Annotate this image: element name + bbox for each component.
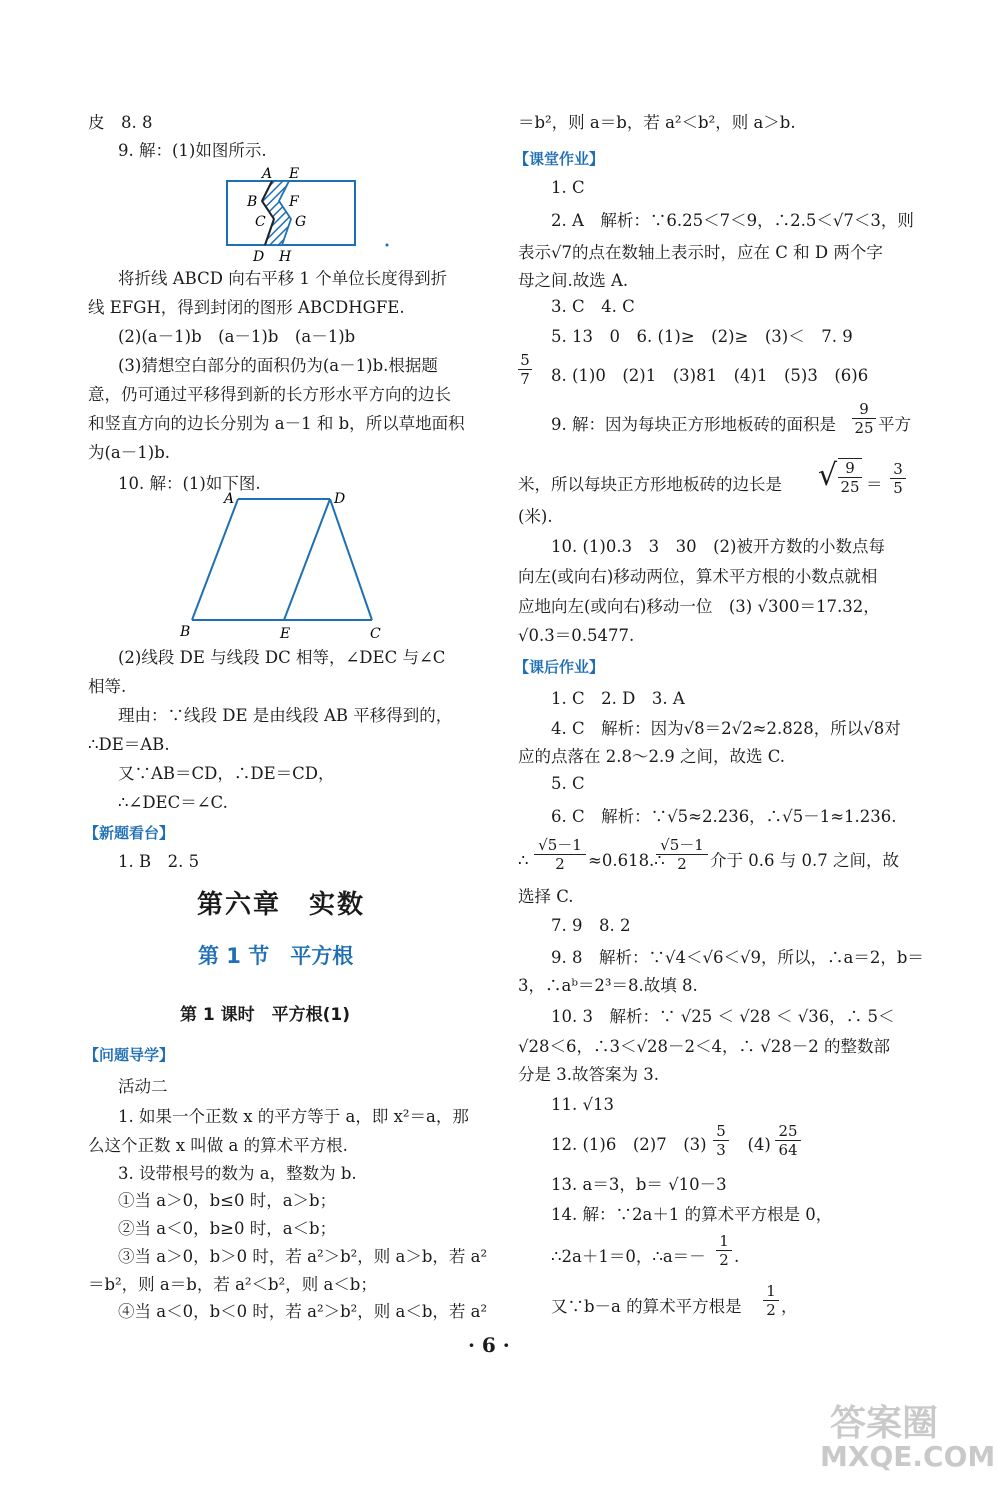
text-line: 10. 解：(1)如下图. [118,474,261,493]
denominator: 2 [534,854,586,873]
label-C: C [370,626,381,642]
numerator: 5 [716,1122,726,1140]
text-line: 1. 如果一个正数 x 的平方等于 a，即 x²＝a，那 [118,1107,469,1126]
numerator: 9 [859,400,869,418]
text-line: ∴DE＝AB. [88,735,170,754]
watermark-url: MXQE.COM [820,1440,996,1473]
text-line: 将折线 ABCD 向右平移 1 个单位长度得到折 [118,269,448,288]
label-B: B [247,194,258,210]
rectangle-outline [227,181,355,245]
text-line: . [734,1247,740,1266]
text-line: 9. 解：(1)如图所示. [118,141,267,160]
fraction [656,836,708,873]
watermark-logo: 答案圈 [830,1403,939,1444]
text-line: ∴∠DEC＝∠C. [118,793,228,812]
sqrt-sign: √ [818,458,838,493]
text-line: 11. √13 [551,1095,614,1114]
label-B: B [180,624,191,640]
denominator: 25 [852,418,876,437]
label-E: E [289,166,300,182]
denominator: 2 [716,1250,732,1269]
text-line: 1. B 2. 5 [118,852,200,871]
text-line: 2. A 解析：∵6.25＜7＜9，∴2.5＜√7＜3，则 [551,211,914,230]
text-line: ④当 a＜0，b＜0 时，若 a²＞b²，则 a＜b，若 a² [118,1302,488,1321]
denominator: 2 [763,1300,779,1319]
fraction [775,1122,801,1159]
text-line: 10. (1)0.3 3 30 (2)被开方数的小数点每 [551,537,885,556]
fraction [852,400,876,437]
text-line: 理由：∵线段 DE 是由线段 AB 平移得到的， [118,706,453,725]
text-line: 平方 [878,415,911,434]
fraction [890,460,906,497]
text-line: 活动二 [118,1077,168,1096]
label-D: D [334,491,346,507]
fraction [534,836,586,873]
label-A: A [262,166,273,182]
text-line: (2)线段 DE 与线段 DC 相等，∠DEC 与∠C [118,648,446,667]
denominator: 25 [838,477,862,496]
text-line: 选择 C. [518,887,574,906]
text-line: 母之间.故选 A. [518,271,629,290]
fraction [518,351,532,388]
denominator: 64 [775,1140,801,1159]
text-line: 应地向左(或向右)移动一位 (3) √300＝17.32， [518,597,880,616]
segment-AB [192,499,238,620]
text-line: (3)猜想空白部分的面积仍为(a－1)b.根据题 [118,356,438,375]
text-line: 5. C [551,774,585,793]
text-line: 又∵b－a 的算术平方根是 [551,1297,742,1316]
fraction [838,458,862,496]
text-line: 又∵AB＝CD，∴DE＝CD， [118,764,335,783]
numerator: 25 [778,1122,798,1140]
text-line: ②当 a＜0，b≥0 时，a＜b； [118,1219,337,1238]
text-line: 3，∴aᵇ＝2³＝8.故填 8. [518,976,698,995]
denominator: 5 [890,478,906,497]
label-F: F [289,194,299,210]
text-line: 13. a＝3，b＝ √10－3 [551,1175,727,1194]
label-E: E [280,626,291,642]
text-line: ＝ [866,475,883,494]
text-line: 表示√7的点在数轴上表示时，应在 C 和 D 两个字 [518,243,883,262]
text-line: 1. C [551,178,585,197]
text-line: 米，所以每块正方形地板砖的边长是 [518,475,782,494]
numerator: 1 [719,1232,729,1250]
text-line: 向左(或向右)移动两位，算术平方根的小数点就相 [518,567,878,586]
section-tag: 【问题导学】 [84,1046,175,1064]
text-line: ＝b²，则 a＝b，若 a²＜b²，则 a＞b. [518,113,796,132]
page-number: · 6 · [468,1333,510,1357]
denominator: 7 [518,369,532,388]
numerator: 1 [766,1282,776,1300]
text-line: 3. C 4. C [551,297,635,316]
text-line: 9. 解：因为每块正方形地板砖的面积是 [551,415,836,434]
label-H: H [279,249,292,263]
text-line: 5. 13 0 6. (1)≥ (2)≥ (3)＜ 7. 9 [551,327,853,346]
section-tag: 【课后作业】 [514,658,605,676]
text-line: 9. 8 解析：∵√4＜√6＜√9，所以，∴a＝2，b＝ [551,948,924,967]
numerator: √5－1 [660,836,704,854]
fraction [763,1282,779,1319]
numerator: 5 [520,351,530,369]
text-line: 为(a－1)b. [88,443,171,462]
text-line: 1. C 2. D 3. A [551,689,685,708]
numerator: 3 [893,460,903,478]
text-line: 10. 3 解析：∵ √25 ＜ √28 ＜ √36，∴ 5＜ [551,1007,895,1026]
denominator: 3 [713,1140,729,1159]
text-line: ∴ [518,851,529,870]
text-line: 介于 0.6 与 0.7 之间，故 [710,851,899,870]
text-line: ①当 a＞0，b≤0 时，a＞b； [118,1191,337,1210]
denominator: 2 [656,854,708,873]
chapter-title: 第六章 实数 [197,890,366,920]
text-line: 和竖直方向的边长分别为 a－1 和 b，所以草地面积 [88,414,465,433]
text-line: 4. C 解析：因为√8＝2√2≈2.828，所以√8对 [551,719,901,738]
text-line: (2)(a－1)b (a－1)b (a－1)b [118,327,356,346]
text-line: ∴2a＋1＝0，∴a＝－ [551,1247,706,1266]
text-line: (米). [518,507,553,526]
label-D: D [253,249,265,263]
text-line: √28＜6，∴3＜√28－2＜4，∴ √28－2 的整数部 [518,1037,891,1056]
segment-DE [284,499,330,620]
fraction [713,1122,729,1159]
text-line: 应的点落在 2.8～2.9 之间，故选 C. [518,747,785,766]
text-line: 相等. [88,677,127,696]
label-G: G [295,214,307,230]
text-line: 么这个正数 x 叫做 a 的算术平方根. [88,1136,348,1155]
dot-mark [386,244,389,247]
lesson-title: 第 1 课时 平方根(1) [180,1005,351,1025]
section-title: 第 1 节 平方根 [198,944,354,968]
section-tag: 【课堂作业】 [514,150,605,168]
text-line: 6. C 解析：∵√5≈2.236，∴√5－1≈1.236. [551,807,897,826]
numerator: √5－1 [538,836,582,854]
figure-fold-lines [215,163,395,263]
text-line: 皮 8. 8 [88,113,153,132]
segment-DC [330,499,372,620]
numerator: 9 [845,459,855,477]
fraction [716,1232,732,1269]
text-line: ＝b²，则 a＝b，若 a²＜b²，则 a＜b； [88,1275,377,1294]
text-line: (4) [731,1135,771,1154]
label-C: C [255,214,266,230]
text-line: 3. 设带根号的数为 a，整数为 b. [118,1164,357,1183]
text-line: ， [781,1297,798,1316]
text-line: √0.3＝0.5477. [518,626,635,645]
text-line: 分是 3.故答案为 3. [518,1065,659,1084]
section-tag: 【新题看台】 [84,824,175,842]
text-line: 7. 9 8. 2 [551,916,631,935]
text-line: 14. 解：∵2a＋1 的算术平方根是 0， [551,1205,833,1224]
text-line: 8. (1)0 (2)1 (3)81 (4)1 (5)3 (6)6 [551,366,869,385]
text-line: 意，仍可通过平移得到新的长方形水平方向的边长 [88,385,451,404]
text-line: ③当 a＞0，b＞0 时，若 a²＞b²，则 a＞b，若 a² [118,1247,488,1266]
text-line: 12. (1)6 (2)7 (3) [551,1135,707,1154]
figure-trapezoid [175,485,395,645]
label-A: A [224,491,235,507]
text-line: ≈0.618.∴ [588,851,665,870]
text-line: 线 EFGH，得到封闭的图形 ABCDHGFE. [88,298,405,317]
